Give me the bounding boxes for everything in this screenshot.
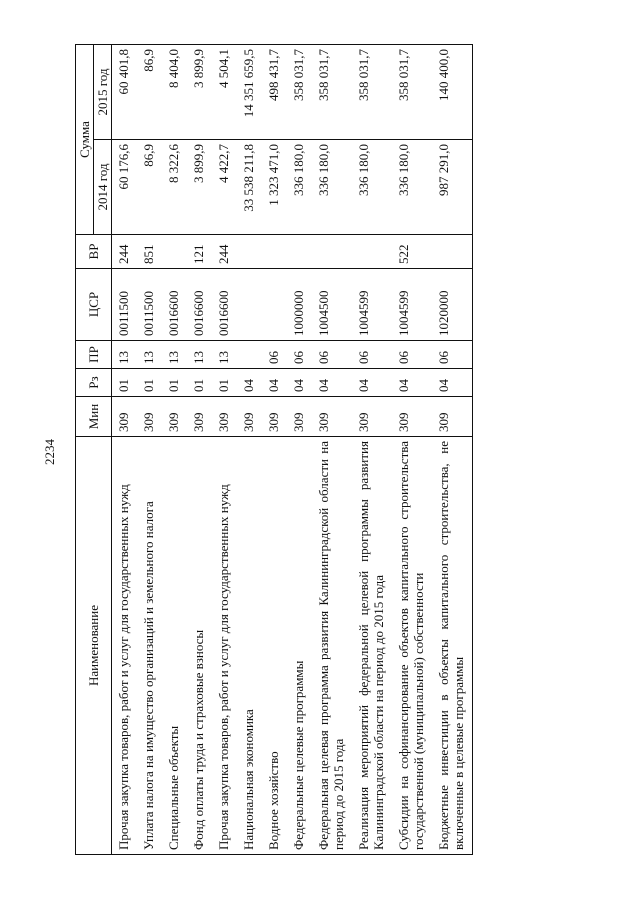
row-csr: 0011500 (112, 269, 138, 341)
row-sum-2015: 498 431,7 (262, 45, 287, 140)
row-rz: 04 (352, 369, 392, 397)
row-pr (237, 341, 262, 369)
row-pr: 06 (287, 341, 312, 369)
row-csr: 1004599 (352, 269, 392, 341)
row-name: Субсидии на софинансирование объектов капитального строительства государственной (муниципальной) собственности (392, 437, 432, 855)
row-min: 309 (237, 397, 262, 437)
row-sum-2014: 1 323 471,0 (262, 140, 287, 235)
col-header-name: Наименование (76, 437, 112, 855)
row-rz: 01 (212, 369, 237, 397)
table-row (262, 45, 287, 855)
row-name: Национальная экономика (237, 437, 262, 855)
row-min: 309 (432, 397, 473, 437)
row-sum-2014: 86,9 (137, 140, 162, 235)
col-header-2014: 2014 год (94, 140, 112, 235)
row-vr (287, 235, 312, 269)
row-csr: 0016600 (212, 269, 237, 341)
row-min: 309 (137, 397, 162, 437)
col-header-sum: Сумма (76, 45, 94, 235)
row-csr: 1000000 (287, 269, 312, 341)
row-rz: 04 (237, 369, 262, 397)
table-row (287, 45, 312, 855)
row-sum-2015: 3 899,9 (187, 45, 212, 140)
row-rz: 04 (262, 369, 287, 397)
row-csr: 0016600 (187, 269, 212, 341)
row-rz: 01 (112, 369, 138, 397)
row-min: 309 (112, 397, 138, 437)
row-csr: 0016600 (162, 269, 187, 341)
row-min: 309 (287, 397, 312, 437)
table-row (392, 45, 432, 855)
col-header-pr: ПР (76, 341, 112, 369)
row-sum-2015: 358 031,7 (287, 45, 312, 140)
row-min: 309 (312, 397, 352, 437)
row-sum-2014: 336 180,0 (287, 140, 312, 235)
row-min: 309 (352, 397, 392, 437)
row-vr (352, 235, 392, 269)
row-rz: 04 (287, 369, 312, 397)
table-row (432, 45, 473, 855)
row-vr: 522 (392, 235, 432, 269)
col-header-min: Мин (76, 397, 112, 437)
table-row (312, 45, 352, 855)
row-sum-2015: 4 504,1 (212, 45, 237, 140)
row-name: Специальные объекты (162, 437, 187, 855)
col-header-rz: Рз (76, 369, 112, 397)
row-sum-2014: 33 538 211,8 (237, 140, 262, 235)
row-name: Уплата налога на имущество организаций и земельного налога (137, 437, 162, 855)
row-pr: 13 (162, 341, 187, 369)
row-sum-2014: 336 180,0 (312, 140, 352, 235)
row-vr: 244 (112, 235, 138, 269)
table-header (76, 45, 112, 855)
row-sum-2015: 14 351 659,5 (237, 45, 262, 140)
row-vr (237, 235, 262, 269)
row-name: Прочая закупка товаров, работ и услуг для государственных нужд (112, 437, 138, 855)
row-sum-2015: 8 404,0 (162, 45, 187, 140)
row-name: Реализация мероприятий федеральной целевой программы развития Калининградской области на период до 2015 года (352, 437, 392, 855)
row-sum-2015: 60 401,8 (112, 45, 138, 140)
row-pr: 13 (212, 341, 237, 369)
row-rz: 04 (312, 369, 352, 397)
row-rz: 04 (392, 369, 432, 397)
row-sum-2015: 358 031,7 (312, 45, 352, 140)
row-rz: 01 (162, 369, 187, 397)
budget-table-rotated (75, 45, 585, 855)
row-name: Федеральная целевая программа развития Калининградской области на период до 2015 года (312, 437, 352, 855)
row-name: Бюджетные инвестиции в объекты капитального строительства, не включенные в целевые программы (432, 437, 473, 855)
row-pr: 06 (352, 341, 392, 369)
row-csr (237, 269, 262, 341)
table-row (352, 45, 392, 855)
row-name: Федеральные целевые программы (287, 437, 312, 855)
table-row (212, 45, 237, 855)
row-csr: 0011500 (137, 269, 162, 341)
row-min: 309 (262, 397, 287, 437)
row-csr: 1004500 (312, 269, 352, 341)
row-sum-2014: 336 180,0 (392, 140, 432, 235)
row-pr: 06 (392, 341, 432, 369)
page-number (40, 417, 60, 487)
row-name: Прочая закупка товаров, работ и услуг для государственных нужд (212, 437, 237, 855)
row-csr: 1004599 (392, 269, 432, 341)
row-min: 309 (162, 397, 187, 437)
row-rz: 04 (432, 369, 473, 397)
row-min: 309 (392, 397, 432, 437)
row-min: 309 (187, 397, 212, 437)
row-csr: 1020000 (432, 269, 473, 341)
row-min: 309 (212, 397, 237, 437)
row-rz: 01 (187, 369, 212, 397)
row-vr: 851 (137, 235, 162, 269)
table-row (137, 45, 162, 855)
row-pr: 13 (187, 341, 212, 369)
row-vr: 244 (212, 235, 237, 269)
row-sum-2014: 3 899,9 (187, 140, 212, 235)
col-header-2015: 2015 год (94, 45, 112, 140)
row-sum-2014: 4 422,7 (212, 140, 237, 235)
table-row (112, 45, 138, 855)
row-vr (312, 235, 352, 269)
row-sum-2015: 86,9 (137, 45, 162, 140)
row-vr: 121 (187, 235, 212, 269)
row-sum-2015: 140 400,0 (432, 45, 473, 140)
row-sum-2014: 60 176,6 (112, 140, 138, 235)
row-vr (262, 235, 287, 269)
table-row (162, 45, 187, 855)
col-header-csr: ЦСР (76, 269, 112, 341)
row-sum-2014: 8 322,6 (162, 140, 187, 235)
row-rz: 01 (137, 369, 162, 397)
row-name: Водное хозяйство (262, 437, 287, 855)
page-number-text: 2234 (42, 439, 57, 465)
row-sum-2015: 358 031,7 (392, 45, 432, 140)
budget-table (75, 44, 473, 855)
row-sum-2015: 358 031,7 (352, 45, 392, 140)
table-row (187, 45, 212, 855)
row-vr (162, 235, 187, 269)
row-pr: 13 (112, 341, 138, 369)
col-header-vr: ВР (76, 235, 112, 269)
row-csr (262, 269, 287, 341)
row-sum-2014: 336 180,0 (352, 140, 392, 235)
row-sum-2014: 987 291,0 (432, 140, 473, 235)
row-pr: 06 (312, 341, 352, 369)
row-name: Фонд оплаты труда и страховые взносы (187, 437, 212, 855)
table-body (112, 45, 473, 855)
row-pr: 06 (432, 341, 473, 369)
table-row (237, 45, 262, 855)
row-pr: 06 (262, 341, 287, 369)
row-vr (432, 235, 473, 269)
row-pr: 13 (137, 341, 162, 369)
